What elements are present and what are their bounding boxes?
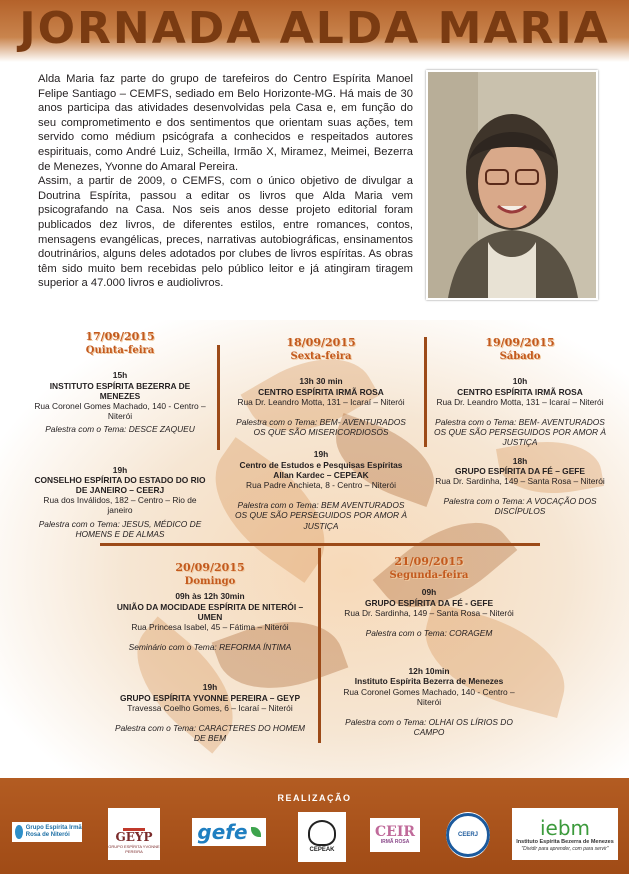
event-venue: GRUPO ESPÍRITA DA FÉ – GEFE [455, 465, 585, 476]
day-2-column [232, 338, 410, 531]
event-talk: Palestra com o Tema: DESCE ZAQUEU [45, 424, 195, 435]
logo-cepeak: CEPEAK [298, 812, 346, 862]
event-1-1 [34, 370, 206, 434]
event-venue: UNIÃO DA MOCIDADE ESPÍRITA DE NITERÓI – UMEN [116, 601, 304, 622]
event-time: 09h [421, 587, 437, 598]
event-address: Rua Coronel Gomes Machado, 140 - Centro – Niterói [34, 401, 206, 422]
logo-geyp: GEYP GRUPO ESPÍRITA YVONNE PEREIRA [108, 808, 160, 860]
logo-ceir: CEIR IRMÃ ROSA [370, 818, 420, 852]
divider-vertical-2 [424, 337, 427, 447]
day-2-date: 18/09/2015 [286, 336, 356, 349]
day-3-date: 19/09/2015 [485, 336, 555, 349]
day-5-date: 21/09/2015 [394, 555, 464, 568]
day-2-weekday: Sexta-feira [290, 351, 352, 363]
day-3-weekday: Sábado [499, 351, 541, 363]
day-4-weekday: Domingo [184, 576, 236, 588]
divider-vertical-1 [217, 345, 220, 450]
ceerj-seal-icon: CEERJ [446, 813, 490, 857]
logo-gefe: gefe [192, 818, 266, 846]
event-venue: CENTRO ESPÍRITA IRMÃ ROSA [258, 386, 384, 397]
day-1-weekday: Quinta-feira [85, 345, 155, 357]
event-time: 13h 30 min [299, 376, 343, 387]
event-talk: Palestra com o Tema: BEM- AVENTURADOS OS QUE SÃO MISERICORDIOSOS [236, 417, 406, 438]
event-venue: CENTRO ESPÍRITA IRMÃ ROSA [457, 386, 583, 397]
event-talk: Palestra com o Tema: CORAGEM [365, 628, 493, 639]
event-address: Rua dos Inválidos, 182 – Centro – Rio de janeiro [43, 495, 197, 516]
event-venue: Instituto Espírita Bezerra de Menezes [354, 676, 504, 687]
event-time: 19h [313, 449, 329, 460]
event-talk: Palestra com o Tema: OLHAI OS LÍRIOS DO CAMPO [345, 717, 513, 738]
event-2-1 [232, 376, 410, 437]
page-title: JORNADA ALDA MARIA [19, 3, 610, 54]
logo-irma-rosa-niteroi: Grupo Espírita Irmã Rosa de Niterói [12, 822, 82, 842]
event-2-2 [232, 449, 410, 530]
event-talk: Palestra com o Tema: JESUS, MÉDICO DE HOMENS E DE ALMAS [38, 518, 202, 539]
event-3-2 [434, 456, 606, 517]
event-venue: INSTITUTO ESPÍRITA BEZERRA DE MENEZES [49, 380, 191, 401]
day-1-date: 17/09/2015 [85, 330, 155, 343]
day-5-column [334, 557, 524, 737]
logo-ceerj [446, 812, 490, 858]
event-5-2 [334, 666, 524, 737]
event-4-1 [110, 591, 310, 652]
event-5-1 [334, 587, 524, 638]
divider-vertical-3 [318, 548, 321, 743]
event-talk: Seminário com o Tema: REFORMA ÍNTIMA [128, 642, 292, 653]
day-5-weekday: Segunda-feira [389, 570, 469, 582]
day-4-date: 20/09/2015 [175, 561, 245, 574]
bio-paragraph-1: Alda Maria faz parte do grupo de tarefeiros do Centro Espírita Manoel Felipe Santiago – CEMFS, sediado em Belo Horizonte-MG. Há mais de 30 anos participa das atividades desenvolvidas pela Casa e, em função do seu comprometimento e dos sentimentos que orientam suas ações, tem servido como médium psicógrafa a conhecidos e respeitados autores espirituais, como André Luiz, Scheilla, Irmão X, Miramez, Meimei, Bezerra de Menezes, Yvonne do Amaral Pereira. [38, 73, 413, 173]
event-address: Rua Dr. Leandro Motta, 131 – Icaraí – Niterói [436, 396, 604, 407]
geyp-mark-icon [123, 814, 145, 831]
event-venue: Centro de Estudos e Pesquisas Espíritas Allan Kardec – CEPEAK [239, 459, 403, 480]
portrait-photo [426, 70, 598, 300]
event-time: 18h [512, 455, 528, 466]
footer-label: REALIZAÇÃO [277, 793, 352, 803]
bio-text [38, 72, 413, 291]
portrait-illustration [428, 72, 596, 298]
leaf-icon [251, 827, 261, 837]
event-time: 15h [112, 370, 128, 381]
event-venue: CONSELHO ESPÍRITA DO ESTADO DO RIO DE JANEIRO – CEERJ [34, 474, 206, 496]
logo-iebm: iebm Instituto Espírita Bezerra de Menezes "Dividir para aprender, com para servir" [512, 808, 618, 860]
day-1-column [34, 332, 206, 539]
event-talk: Palestra com o Tema: BEM- AVENTURADOS OS QUE SÃO PERSEGUIDOS POR AMOR À JUSTIÇA [434, 417, 606, 448]
divider-horizontal [100, 543, 540, 546]
day-4-column [110, 563, 310, 743]
event-venue: GRUPO ESPÍRITA DA FÉ - GEFE [364, 597, 494, 608]
event-talk: Palestra com o Tema: BEM AVENTURADOS OS QUE SÃO PERSEGUIDOS POR AMOR À JUSTIÇA [235, 500, 407, 531]
event-address: Rua Dr. Leandro Motta, 131 – Icaraí – Niterói [237, 396, 405, 407]
event-4-2 [110, 682, 310, 743]
footer-band [0, 778, 629, 874]
event-time: 19h [112, 464, 128, 475]
event-address: Rua Coronel Gomes Machado, 140 - Centro – Niterói [343, 686, 515, 707]
globe-icon [15, 825, 23, 839]
event-venue: GRUPO ESPÍRITA YVONNE PEREIRA – GEYP [119, 692, 301, 703]
event-talk: Palestra com o Tema: A VOCAÇÃO DOS DISCÍPULOS [443, 496, 597, 517]
event-time: 19h [202, 682, 218, 693]
day-3-column [434, 338, 606, 517]
event-address: Rua Dr. Sardinha, 149 – Santa Rosa – Niterói [344, 607, 514, 618]
event-1-2 [34, 465, 206, 539]
event-address: Rua Padre Anchieta, 8 - Centro – Niterói [246, 480, 396, 491]
bio-paragraph-2: Assim, a partir de 2009, o CEMFS, com o único objetivo de divulgar a Doutrina Espírita, passou a editar os livros que Alda Maria vem psicografando na Casa. Nos seis anos desse projeto editorial foram publicados dez livros, de diferentes estilos, entre romances, contos, mensagens evangélicas, preces, narrativas autobiográficas, ensinamentos doutrinários, alguns deles adotados por clubes de livros espíritas. As obras têm sido muito bem recebidas pelo público leitor e já atingiram tiragem superior a 47.000 livros e audiolivros. [38, 175, 413, 290]
event-3-1 [434, 376, 606, 447]
event-time: 12h 10min [408, 666, 450, 677]
event-address: Rua Princesa Isabel, 45 – Fátima – Niterói [131, 622, 289, 633]
event-address: Travessa Coelho Gomes, 6 – Icaraí – Niterói [127, 702, 293, 713]
event-time: 09h às 12h 30min [175, 591, 245, 602]
event-time: 10h [512, 376, 528, 387]
event-address: Rua Dr. Sardinha, 149 – Santa Rosa – Niterói [435, 476, 605, 487]
cepeak-mark-icon [308, 820, 336, 846]
event-talk: Palestra com o Tema: CARACTERES DO HOMEM DE BEM [114, 723, 306, 744]
